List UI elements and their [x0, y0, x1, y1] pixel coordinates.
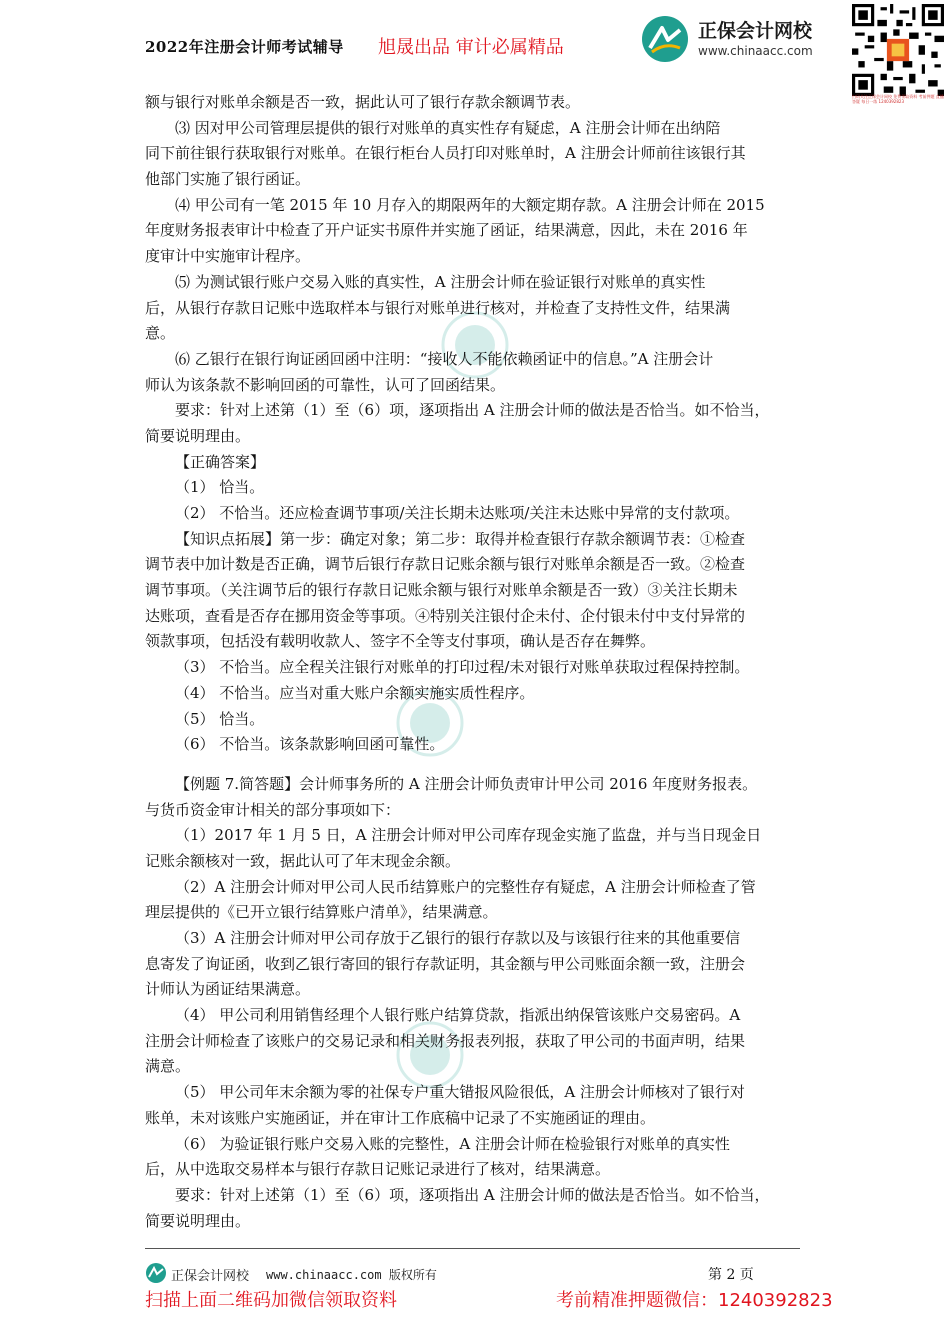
text-line: 同下前往银行获取银行对账单。在银行柜台人员打印对账单时，A 注册会计师前往该银行其 [145, 144, 746, 163]
text-line: （3） 不恰当。应全程关注银行对账单的打印过程/未对银行对账单获取过程保持控制。 [175, 658, 750, 677]
text-line: 后，从中选取交易样本与银行存款日记账记录进行了核对，结果满意。 [145, 1160, 611, 1179]
document-body [145, 90, 817, 1230]
text-line: 账单，未对该账户实施函证，并在审计工作底稿中记录了不实施函证的理由。 [145, 1108, 656, 1127]
text-line: 意。 [145, 324, 176, 343]
text-line: 息寄发了询证函，收到乙银行寄回的银行存款证明，其金额与甲公司账面余额一致，注册会 [145, 954, 746, 973]
promo-right: 考前精准押题微信：1240392823 [556, 1290, 833, 1311]
text-line: （6） 不恰当。该条款影响回函可靠性。 [175, 735, 445, 754]
text-line: 度审计中实施审计程序。 [145, 247, 311, 266]
text-line: 他部门实施了银行函证。 [145, 170, 311, 189]
footer-divider [145, 1248, 800, 1249]
text-line: ⑶ 因对甲公司管理层提供的银行对账单的真实性存有疑虑，A 注册会计师在出纳陪 [175, 118, 721, 137]
course-title: 2022年注册会计师考试辅导 [145, 38, 344, 56]
promo-left: 扫描上面二维码加微信领取资料 [145, 1290, 397, 1311]
brand-logo[interactable] [640, 14, 840, 64]
text-line: 与货币资金审计相关的部分事项如下： [145, 800, 401, 819]
text-line: 【正确答案】 [175, 452, 266, 471]
text-line: 后，从银行存款日记账中选取样本与银行对账单进行核对，并检查了支持性文件，结果满 [145, 298, 731, 317]
text-line: ⑸ 为测试银行账户交易入账的真实性，A 注册会计师在验证银行对账单的真实性 [175, 272, 706, 291]
text-line: 【知识点拓展】第一步：确定对象；第二步：取得并检查银行存款余额调节表：①检查 [175, 529, 746, 548]
paragraph-gap [145, 758, 817, 772]
slogan: 旭晟出品 审计必属精品 [378, 37, 564, 58]
qr-caption: 扫码关注正保会计网校 免费领取资料 考前押题 直播答疑 每日一练 1240392823 [852, 94, 944, 104]
footer-brand: 正保会计网校 [171, 1269, 250, 1284]
text-line: （4） 不恰当。应当对重大账户余额实施实质性程序。 [175, 683, 535, 702]
text-line: ⑷ 甲公司有一笔 2015 年 10 月存入的期限两年的大额定期存款。A 注册会计师在 2015 [175, 195, 765, 214]
text-line: 调节事项。（关注调节后的银行存款日记账余额与银行对账单余额是否一致）③关注长期未 [145, 581, 738, 600]
chinaacc-logo-icon [145, 1262, 167, 1284]
text-line: 年度财务报表审计中检查了开户证实书原件并实施了函证，结果满意，因此，未在 2016 年 [145, 221, 748, 240]
text-line: 调节表中加计数是否正确，调节后银行存款日记账余额与银行对账单余额是否一致。②检查 [145, 555, 746, 574]
page-number: 第 2 页 [708, 1267, 754, 1283]
text-line: 要求：针对上述第（1）至（6）项，逐项指出 A 注册会计师的做法是否恰当。如不恰当， [175, 1185, 770, 1204]
text-line: （1）2017 年 1 月 5 日，A 注册会计师对甲公司库存现金实施了监盘，并与当日现金日 [175, 826, 762, 845]
text-line: 满意。 [145, 1057, 191, 1076]
brand-url: www.chinaacc.com [698, 44, 813, 58]
text-line: 领款事项，包括没有载明收款人、签字不全等支付事项，确认是否存在舞弊。 [145, 632, 656, 651]
chinaacc-logo-icon [640, 14, 690, 64]
qr-code-icon[interactable] [852, 4, 944, 96]
text-line: 注册会计师检查了该账户的交易记录和相关财务报表列报，获取了甲公司的书面声明，结果 [145, 1031, 746, 1050]
text-line: ⑹ 乙银行在银行询证函回函中注明：“接收人不能依赖函证中的信息。”A 注册会计 [175, 349, 714, 368]
text-line: （6） 为验证银行账户交易入账的完整性，A 注册会计师在检验银行对账单的真实性 [175, 1134, 730, 1153]
text-line: 简要说明理由。 [145, 1211, 251, 1230]
text-line: 要求：针对上述第（1）至（6）项，逐项指出 A 注册会计师的做法是否恰当。如不恰当， [175, 401, 770, 420]
brand-name: 正保会计网校 [698, 20, 813, 42]
text-line: （5） 甲公司年末余额为零的社保专户重大错报风险很低，A 注册会计师核对了银行对 [175, 1083, 745, 1102]
text-line: （2） 不恰当。还应检查调节事项/关注长期未达账项/关注未达账中异常的支付款项。 [175, 504, 740, 522]
text-line: 简要说明理由。 [145, 426, 251, 445]
text-line: 记账余额核对一致，据此认可了年末现金余额。 [145, 851, 461, 870]
text-line: （1） 恰当。 [175, 478, 265, 497]
text-line: （3）A 注册会计师对甲公司存放于乙银行的银行存款以及与该银行往来的其他重要信 [175, 929, 741, 947]
text-line: 达账项，查看是否存在挪用资金等事项。④特别关注银付企未付、企付银未付中支付异常的 [145, 606, 746, 625]
text-line: 理层提供的《已开立银行结算账户清单》，结果满意。 [145, 903, 498, 922]
text-line: 【例题 7.简答题】会计师事务所的 A 注册会计师负责审计甲公司 2016 年度财务报表。 [175, 774, 758, 793]
text-line: 额与银行对账单余额是否一致，据此认可了银行存款余额调节表。 [145, 93, 581, 111]
text-line: 师认为该条款不影响回函的可靠性，认可了回函结果。 [145, 375, 506, 394]
text-line: （4） 甲公司利用销售经理个人银行账户结算贷款，指派出纳保管该账户交易密码。A [175, 1006, 741, 1025]
text-line: 计师认为函证结果满意。 [145, 980, 311, 999]
text-line: （5） 恰当。 [175, 709, 265, 728]
text-line: （2）A 注册会计师对甲公司人民币结算账户的完整性存有疑虑，A 注册会计师检查了管 [175, 877, 756, 896]
footer-copyright: www.chinaacc.com 版权所有 [266, 1268, 437, 1282]
